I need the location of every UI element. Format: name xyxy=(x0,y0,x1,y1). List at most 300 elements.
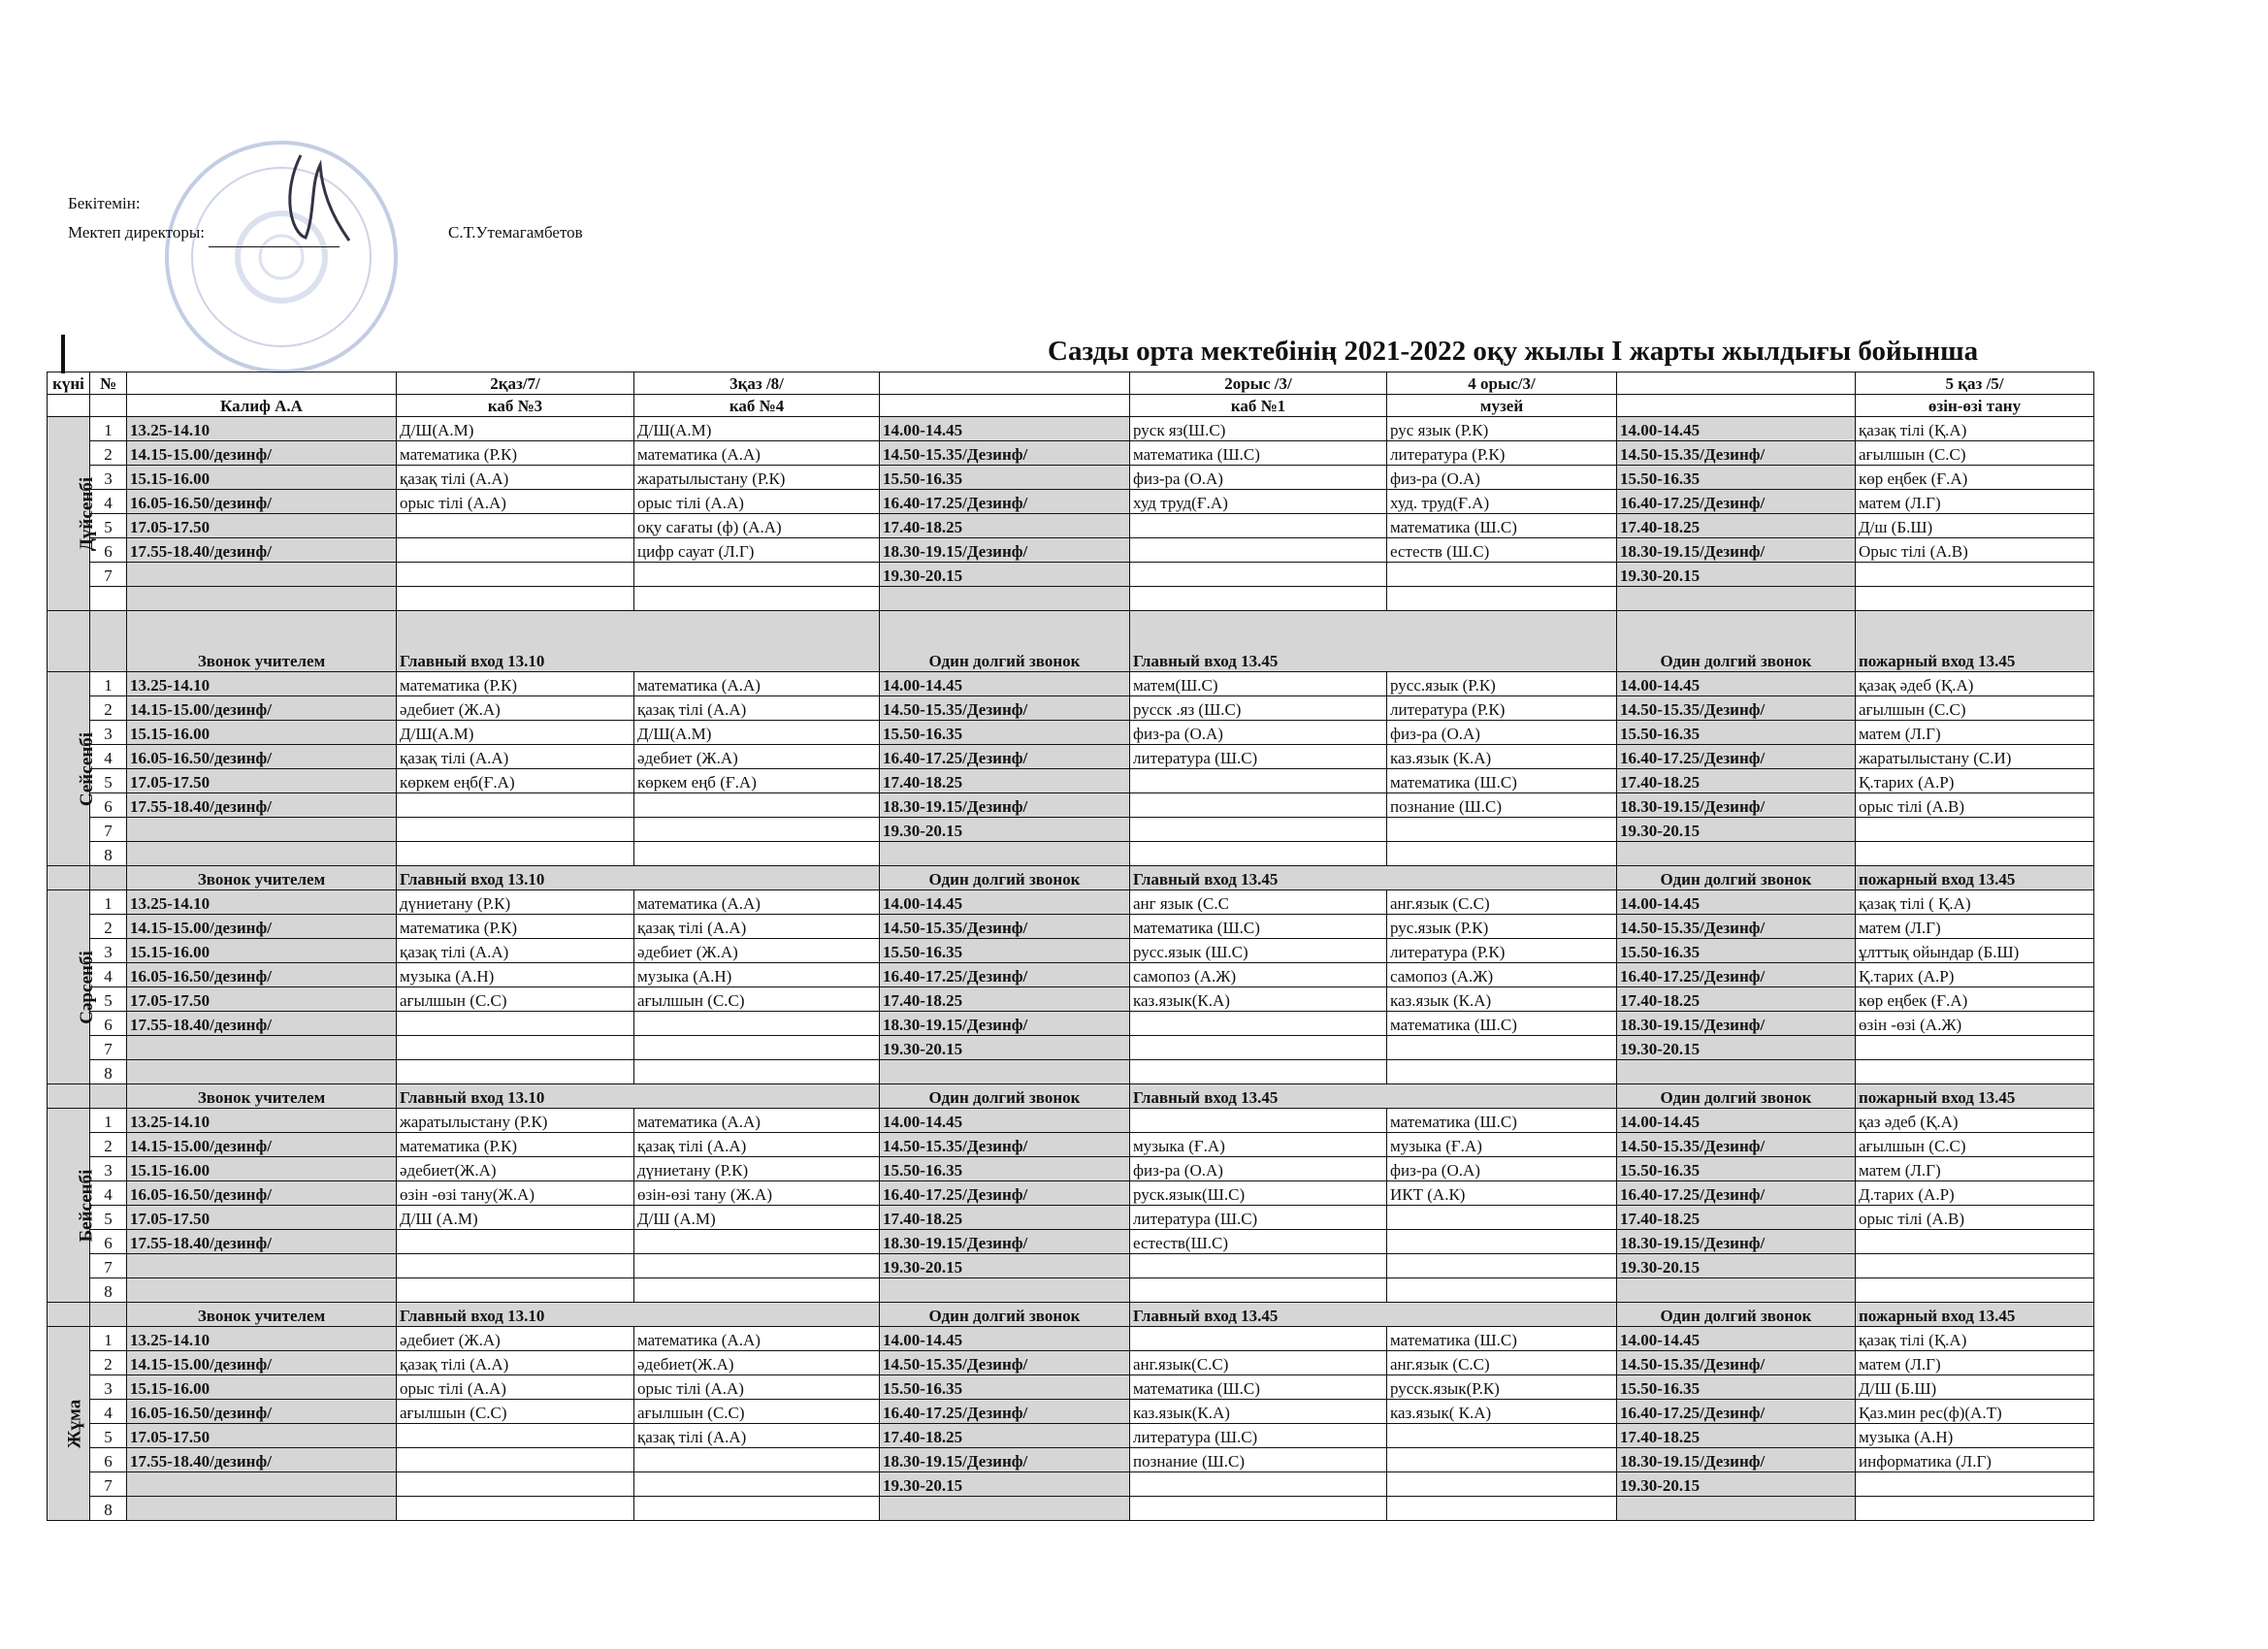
lesson-row xyxy=(48,1230,2094,1254)
day-name: Сәрсенбі xyxy=(76,950,97,1024)
fire-entrance-label: пожарный вход 13.45 xyxy=(1856,866,2094,890)
subject-cell: руск.язык(Ш.С) xyxy=(1130,1181,1387,1206)
lesson-number: 8 xyxy=(90,1060,127,1084)
lesson-time-3: 18.30-19.15/Дезинф/ xyxy=(1617,1012,1856,1036)
lesson-time: 17.55-18.40/дезинф/ xyxy=(127,1012,397,1036)
subject-cell: Қ.тарих (А.Р) xyxy=(1856,963,2094,987)
subject-cell xyxy=(1130,1012,1387,1036)
subject-cell: музыка (А.Н) xyxy=(397,963,634,987)
subject-cell xyxy=(634,1278,880,1303)
lesson-time-3 xyxy=(1617,1497,1856,1521)
lesson-number: 6 xyxy=(90,1448,127,1472)
lesson-time: 15.15-16.00 xyxy=(127,939,397,963)
director-name: С.Т.Утемагамбетов xyxy=(448,223,583,242)
lesson-row xyxy=(48,745,2094,769)
lesson-row xyxy=(48,939,2094,963)
separator-cell xyxy=(48,1303,90,1327)
subject-cell xyxy=(634,1060,880,1084)
lesson-time-2: 18.30-19.15/Дезинф/ xyxy=(880,1012,1130,1036)
subject-cell: самопоз (А.Ж) xyxy=(1387,963,1617,987)
lesson-row xyxy=(48,1181,2094,1206)
subject-cell: самопоз (А.Ж) xyxy=(1130,963,1387,987)
lesson-time-2: 14.50-15.35/Дезинф/ xyxy=(880,1351,1130,1375)
subject-cell xyxy=(1130,1109,1387,1133)
lesson-time-2 xyxy=(880,842,1130,866)
lesson-number: 6 xyxy=(90,1012,127,1036)
subject-cell xyxy=(634,793,880,818)
subject-cell: ағылшын (С.С) xyxy=(1856,441,2094,466)
lesson-number: 8 xyxy=(90,1497,127,1521)
lesson-row xyxy=(48,1133,2094,1157)
subject-cell xyxy=(634,1254,880,1278)
lesson-time: 13.25-14.10 xyxy=(127,890,397,915)
subject-cell xyxy=(634,842,880,866)
subject-cell xyxy=(1130,818,1387,842)
subject-cell xyxy=(1130,769,1387,793)
subject-cell: естеств (Ш.С) xyxy=(1387,538,1617,563)
separator-cell xyxy=(90,1303,127,1327)
day-name-cell xyxy=(48,417,98,611)
lesson-time-3: 19.30-20.15 xyxy=(1617,563,1856,587)
lesson-time-2: 19.30-20.15 xyxy=(880,1254,1130,1278)
subject-cell: худ. труд(Ғ.А) xyxy=(1387,490,1617,514)
subject-cell: физ-ра (О.А) xyxy=(1387,1157,1617,1181)
lesson-row xyxy=(48,1036,2094,1060)
subject-cell: рус.язык (Р.К) xyxy=(1387,915,1617,939)
subject-cell: орыс тілі (А.А) xyxy=(634,1375,880,1400)
subject-cell: анг.язык (С.С) xyxy=(1387,1351,1617,1375)
lesson-time xyxy=(127,1036,397,1060)
lesson-row xyxy=(48,466,2094,490)
lesson-row xyxy=(48,563,2094,587)
subject-cell: көркем еңб (Ғ.А) xyxy=(634,769,880,793)
subject-cell: математика (Ш.С) xyxy=(1130,915,1387,939)
lesson-row xyxy=(48,818,2094,842)
lesson-time-3: 14.00-14.45 xyxy=(1617,1327,1856,1351)
subject-cell: ағылшын (С.С) xyxy=(1856,696,2094,721)
lesson-time-2: 14.00-14.45 xyxy=(880,1327,1130,1351)
day-name-cell xyxy=(48,1327,90,1521)
signature-line xyxy=(209,229,340,247)
header-cell: каб №4 xyxy=(634,395,880,417)
lesson-time: 17.55-18.40/дезинф/ xyxy=(127,1230,397,1254)
teacher-bell-label: Звонок учителем xyxy=(127,611,397,672)
lesson-number: 2 xyxy=(90,696,127,721)
subject-cell: матем (Л.Г) xyxy=(1856,721,2094,745)
subject-cell: ағылшын (С.С) xyxy=(634,1400,880,1424)
fire-entrance-label: пожарный вход 13.45 xyxy=(1856,1084,2094,1109)
subject-cell: математика (А.А) xyxy=(634,890,880,915)
subject-cell: қазақ тілі (А.А) xyxy=(397,466,634,490)
lesson-time xyxy=(127,1278,397,1303)
subject-cell: Д/Ш(А.М) xyxy=(634,721,880,745)
lesson-time-3: 18.30-19.15/Дезинф/ xyxy=(1617,793,1856,818)
lesson-number: 3 xyxy=(90,939,127,963)
subject-cell xyxy=(1130,1472,1387,1497)
subject-cell: матем (Л.Г) xyxy=(1856,915,2094,939)
lesson-time-3: 18.30-19.15/Дезинф/ xyxy=(1617,538,1856,563)
lesson-time: 14.15-15.00/дезинф/ xyxy=(127,441,397,466)
day-name: Жұма xyxy=(64,1399,85,1448)
lesson-number: 3 xyxy=(90,721,127,745)
lesson-time: 16.05-16.50/дезинф/ xyxy=(127,1181,397,1206)
lesson-number: 5 xyxy=(90,1206,127,1230)
subject-cell xyxy=(1856,1036,2094,1060)
lesson-time-3: 16.40-17.25/Дезинф/ xyxy=(1617,1181,1856,1206)
subject-cell xyxy=(1130,1327,1387,1351)
subject-cell xyxy=(1387,1448,1617,1472)
subject-cell xyxy=(634,1230,880,1254)
subject-cell: қазақ тілі (Қ.А) xyxy=(1856,1327,2094,1351)
lesson-row xyxy=(48,1472,2094,1497)
lesson-number: 3 xyxy=(90,1375,127,1400)
subject-cell: информатика (Л.Г) xyxy=(1856,1448,2094,1472)
separator-cell xyxy=(90,1084,127,1109)
main-entrance-label: Главный вход 13.10 xyxy=(397,866,880,890)
subject-cell xyxy=(1387,1206,1617,1230)
subject-cell: әдебиет(Ж.А) xyxy=(397,1157,634,1181)
subject-cell xyxy=(1856,1230,2094,1254)
subject-cell xyxy=(1130,1497,1387,1521)
lesson-time-2: 16.40-17.25/Дезинф/ xyxy=(880,745,1130,769)
lesson-row xyxy=(48,963,2094,987)
lesson-time-2: 14.50-15.35/Дезинф/ xyxy=(880,915,1130,939)
lesson-time-3: 18.30-19.15/Дезинф/ xyxy=(1617,1448,1856,1472)
subject-cell: әдебиет(Ж.А) xyxy=(634,1351,880,1375)
subject-cell xyxy=(1387,563,1617,587)
lesson-row xyxy=(48,1424,2094,1448)
header-row xyxy=(48,395,2094,417)
long-bell-label: Один долгий звонок xyxy=(880,866,1130,890)
subject-cell: қазақ тілі (А.А) xyxy=(397,745,634,769)
subject-cell: өзін-өзі тану (Ж.А) xyxy=(634,1181,880,1206)
subject-cell: русск.язык(Р.К) xyxy=(1387,1375,1617,1400)
subject-cell xyxy=(634,1036,880,1060)
subject-cell: қазақ тілі (А.А) xyxy=(397,1351,634,1375)
subject-cell: анг.язык (С.С) xyxy=(1387,890,1617,915)
lesson-row xyxy=(48,721,2094,745)
lesson-number: 1 xyxy=(90,672,127,696)
lesson-time: 17.05-17.50 xyxy=(127,1206,397,1230)
lesson-time: 17.55-18.40/дезинф/ xyxy=(127,1448,397,1472)
subject-cell xyxy=(634,563,880,587)
subject-cell: қазақ тілі (А.А) xyxy=(634,915,880,939)
lesson-time: 16.05-16.50/дезинф/ xyxy=(127,490,397,514)
subject-cell: физ-ра (О.А) xyxy=(1130,1157,1387,1181)
lesson-time-2 xyxy=(880,1060,1130,1084)
lesson-time-2: 18.30-19.15/Дезинф/ xyxy=(880,538,1130,563)
subject-cell: музыка (А.Н) xyxy=(1856,1424,2094,1448)
lesson-number: 7 xyxy=(90,818,127,842)
header-cell: каб №1 xyxy=(1130,395,1387,417)
lesson-time: 16.05-16.50/дезинф/ xyxy=(127,963,397,987)
lesson-number: 6 xyxy=(90,1230,127,1254)
blank-cell xyxy=(1130,587,1387,611)
subject-cell xyxy=(397,1012,634,1036)
lesson-time xyxy=(127,1060,397,1084)
subject-cell: әдебиет (Ж.А) xyxy=(397,1327,634,1351)
subject-cell xyxy=(1856,1278,2094,1303)
subject-cell: әдебиет (Ж.А) xyxy=(634,939,880,963)
main-entrance-label-2: Главный вход 13.45 xyxy=(1130,1303,1617,1327)
lesson-row xyxy=(48,987,2094,1012)
subject-cell: Д/Ш (А.М) xyxy=(634,1206,880,1230)
separator-cell xyxy=(48,1084,90,1109)
subject-cell: Д.тарих (А.Р) xyxy=(1856,1181,2094,1206)
lesson-row xyxy=(48,441,2094,466)
subject-cell xyxy=(1856,842,2094,866)
lesson-time-3: 17.40-18.25 xyxy=(1617,987,1856,1012)
long-bell-label: Один долгий звонок xyxy=(880,611,1130,672)
subject-cell: математика (Ш.С) xyxy=(1130,441,1387,466)
subject-cell: матем (Л.Г) xyxy=(1856,1157,2094,1181)
lesson-time-2: 17.40-18.25 xyxy=(880,987,1130,1012)
lesson-number: 1 xyxy=(90,890,127,915)
lesson-time: 13.25-14.10 xyxy=(127,1327,397,1351)
lesson-number: 2 xyxy=(90,441,127,466)
subject-cell: өзін -өзі тану(Ж.А) xyxy=(397,1181,634,1206)
lesson-time-3: 16.40-17.25/Дезинф/ xyxy=(1617,745,1856,769)
lesson-time-2: 15.50-16.35 xyxy=(880,939,1130,963)
lesson-time-2 xyxy=(880,1497,1130,1521)
subject-cell: математика (А.А) xyxy=(634,1327,880,1351)
header-cell: № xyxy=(90,372,127,395)
day-name: Бейсенбі xyxy=(76,1169,97,1242)
subject-cell xyxy=(1387,818,1617,842)
teacher-bell-label: Звонок учителем xyxy=(127,866,397,890)
lesson-row xyxy=(48,538,2094,563)
header-cell: каб №3 xyxy=(397,395,634,417)
lesson-time-3: 17.40-18.25 xyxy=(1617,1424,1856,1448)
lesson-time-2: 15.50-16.35 xyxy=(880,466,1130,490)
subject-cell: каз.язык(К.А) xyxy=(1130,987,1387,1012)
long-bell-label: Один долгий звонок xyxy=(880,1084,1130,1109)
lesson-time: 17.55-18.40/дезинф/ xyxy=(127,538,397,563)
subject-cell: математика (Ш.С) xyxy=(1387,1012,1617,1036)
lesson-time: 13.25-14.10 xyxy=(127,672,397,696)
lesson-time-3: 18.30-19.15/Дезинф/ xyxy=(1617,1230,1856,1254)
lesson-time-3: 14.00-14.45 xyxy=(1617,417,1856,441)
director-label: Мектеп директоры: xyxy=(68,223,205,242)
subject-cell: қазақ тілі (А.А) xyxy=(634,696,880,721)
lesson-time-2: 19.30-20.15 xyxy=(880,818,1130,842)
lesson-time-3: 19.30-20.15 xyxy=(1617,1036,1856,1060)
lesson-time-3: 15.50-16.35 xyxy=(1617,1375,1856,1400)
lesson-row xyxy=(48,793,2094,818)
bell-separator-row xyxy=(48,1303,2094,1327)
lesson-time-3: 15.50-16.35 xyxy=(1617,1157,1856,1181)
subject-cell: Д/ш (Б.Ш) xyxy=(1856,514,2094,538)
lesson-time-2: 14.00-14.45 xyxy=(880,417,1130,441)
lesson-row xyxy=(48,1254,2094,1278)
subject-cell xyxy=(397,538,634,563)
subject-cell: каз.язык (К.А) xyxy=(1387,987,1617,1012)
subject-cell: физ-ра (О.А) xyxy=(1387,721,1617,745)
header-cell xyxy=(127,372,397,395)
lesson-row xyxy=(48,842,2094,866)
subject-cell xyxy=(1856,1060,2094,1084)
lesson-time-2: 14.00-14.45 xyxy=(880,890,1130,915)
lesson-row xyxy=(48,514,2094,538)
lesson-time: 14.15-15.00/дезинф/ xyxy=(127,1133,397,1157)
lesson-time-2: 14.00-14.45 xyxy=(880,1109,1130,1133)
lesson-time-2: 16.40-17.25/Дезинф/ xyxy=(880,490,1130,514)
lesson-time-2: 15.50-16.35 xyxy=(880,721,1130,745)
subject-cell: литература (Ш.С) xyxy=(1130,745,1387,769)
header-cell xyxy=(880,395,1130,417)
fire-entrance-label: пожарный вход 13.45 xyxy=(1856,1303,2094,1327)
lesson-time-3: 14.00-14.45 xyxy=(1617,1109,1856,1133)
blank-cell xyxy=(1387,587,1617,611)
lesson-time-2 xyxy=(880,1278,1130,1303)
subject-cell: каз.язык(К.А) xyxy=(1130,1400,1387,1424)
subject-cell: Д/Ш(А.М) xyxy=(397,417,634,441)
lesson-number: 3 xyxy=(90,466,127,490)
subject-cell: естеств(Ш.С) xyxy=(1130,1230,1387,1254)
lesson-time: 14.15-15.00/дезинф/ xyxy=(127,696,397,721)
subject-cell: Қ.тарих (А.Р) xyxy=(1856,769,2094,793)
lesson-time xyxy=(127,818,397,842)
subject-cell: литература (Ш.С) xyxy=(1130,1206,1387,1230)
lesson-row xyxy=(48,1012,2094,1036)
lesson-time xyxy=(127,842,397,866)
lesson-time-3: 15.50-16.35 xyxy=(1617,466,1856,490)
teacher-bell-label: Звонок учителем xyxy=(127,1303,397,1327)
subject-cell xyxy=(1856,563,2094,587)
subject-cell: каз.язык (К.А) xyxy=(1387,745,1617,769)
lesson-number: 7 xyxy=(90,1036,127,1060)
lesson-number: 5 xyxy=(90,769,127,793)
bell-separator-row xyxy=(48,866,2094,890)
long-bell-label-2: Один долгий звонок xyxy=(1617,611,1856,672)
fire-entrance-label: пожарный вход 13.45 xyxy=(1856,611,2094,672)
lesson-number: 4 xyxy=(90,1400,127,1424)
teacher-bell-label: Звонок учителем xyxy=(127,1084,397,1109)
blank-cell xyxy=(1856,587,2094,611)
lesson-time-2: 14.00-14.45 xyxy=(880,672,1130,696)
lesson-number: 4 xyxy=(90,745,127,769)
subject-cell: орыс тілі (А.В) xyxy=(1856,793,2094,818)
subject-cell xyxy=(1856,1472,2094,1497)
subject-cell: өзін -өзі (А.Ж) xyxy=(1856,1012,2094,1036)
main-entrance-label: Главный вход 13.10 xyxy=(397,1303,880,1327)
subject-cell: математика (Ш.С) xyxy=(1387,514,1617,538)
subject-cell: Қаз.мин рес(ф)(А.Т) xyxy=(1856,1400,2094,1424)
subject-cell xyxy=(1387,1060,1617,1084)
lesson-time-3: 15.50-16.35 xyxy=(1617,939,1856,963)
subject-cell: Д/Ш(А.М) xyxy=(397,721,634,745)
subject-cell: математика (Ш.С) xyxy=(1387,769,1617,793)
lesson-row xyxy=(48,1157,2094,1181)
lesson-number: 6 xyxy=(90,538,127,563)
subject-cell: математика (Р.К) xyxy=(397,1133,634,1157)
lesson-time-3 xyxy=(1617,842,1856,866)
subject-cell: цифр сауат (Л.Г) xyxy=(634,538,880,563)
subject-cell xyxy=(634,1472,880,1497)
main-entrance-label: Главный вход 13.10 xyxy=(397,611,880,672)
subject-cell xyxy=(1130,538,1387,563)
lesson-time-3: 15.50-16.35 xyxy=(1617,721,1856,745)
lesson-time-3: 14.50-15.35/Дезинф/ xyxy=(1617,696,1856,721)
subject-cell: руск яз(Ш.С) xyxy=(1130,417,1387,441)
lesson-time-3: 16.40-17.25/Дезинф/ xyxy=(1617,1400,1856,1424)
subject-cell: қазақ тілі (А.А) xyxy=(397,939,634,963)
lesson-time: 15.15-16.00 xyxy=(127,721,397,745)
subject-cell xyxy=(397,563,634,587)
lesson-time: 17.05-17.50 xyxy=(127,514,397,538)
main-entrance-label-2: Главный вход 13.45 xyxy=(1130,866,1617,890)
subject-cell xyxy=(1387,1472,1617,1497)
subject-cell: орыс тілі (А.А) xyxy=(397,490,634,514)
lesson-row xyxy=(48,696,2094,721)
subject-cell xyxy=(1130,514,1387,538)
lesson-time: 13.25-14.10 xyxy=(127,417,397,441)
subject-cell: Орыс тілі (А.В) xyxy=(1856,538,2094,563)
subject-cell: әдебиет (Ж.А) xyxy=(397,696,634,721)
lesson-row xyxy=(48,490,2094,514)
header-cell: 5 қаз /5/ xyxy=(1856,372,2094,395)
subject-cell: көр еңбек (Ғ.А) xyxy=(1856,466,2094,490)
subject-cell: литература (Р.К) xyxy=(1387,441,1617,466)
lesson-number: 5 xyxy=(90,987,127,1012)
subject-cell: анг.язык(С.С) xyxy=(1130,1351,1387,1375)
lesson-time: 16.05-16.50/дезинф/ xyxy=(127,745,397,769)
lesson-number: 4 xyxy=(90,490,127,514)
lesson-row xyxy=(48,1206,2094,1230)
lesson-time-3: 16.40-17.25/Дезинф/ xyxy=(1617,963,1856,987)
subject-cell: орыс тілі (А.В) xyxy=(1856,1206,2094,1230)
lesson-time-3: 14.00-14.45 xyxy=(1617,672,1856,696)
subject-cell: жаратылыстану (С.И) xyxy=(1856,745,2094,769)
subject-cell: Д/Ш(А.М) xyxy=(634,417,880,441)
lesson-time-3: 19.30-20.15 xyxy=(1617,818,1856,842)
subject-cell: музыка (Ғ.А) xyxy=(1130,1133,1387,1157)
subject-cell xyxy=(397,1497,634,1521)
subject-cell xyxy=(1130,563,1387,587)
subject-cell xyxy=(1856,818,2094,842)
main-entrance-label-2: Главный вход 13.45 xyxy=(1130,611,1617,672)
lesson-time-3: 14.50-15.35/Дезинф/ xyxy=(1617,1351,1856,1375)
subject-cell xyxy=(1130,1254,1387,1278)
subject-cell xyxy=(397,1448,634,1472)
blank-cell xyxy=(397,587,634,611)
lesson-time-2: 15.50-16.35 xyxy=(880,1157,1130,1181)
lesson-time-2: 17.40-18.25 xyxy=(880,514,1130,538)
lesson-time xyxy=(127,563,397,587)
separator-cell xyxy=(48,866,90,890)
subject-cell: орыс тілі (А.А) xyxy=(634,490,880,514)
lesson-time-2: 19.30-20.15 xyxy=(880,563,1130,587)
day-name: Сейсенбі xyxy=(77,731,98,806)
subject-cell: русск .яз (Ш.С) xyxy=(1130,696,1387,721)
header-cell: 2қаз/7/ xyxy=(397,372,634,395)
blank-cell xyxy=(90,587,127,611)
day-name-cell xyxy=(48,672,98,866)
header-cell: 3қаз /8/ xyxy=(634,372,880,395)
lesson-time-3: 14.50-15.35/Дезинф/ xyxy=(1617,1133,1856,1157)
subject-cell xyxy=(397,818,634,842)
header-cell: күні xyxy=(48,372,90,395)
subject-cell: матем (Л.Г) xyxy=(1856,1351,2094,1375)
subject-cell xyxy=(1387,842,1617,866)
subject-cell: қазақ тілі ( Қ.А) xyxy=(1856,890,2094,915)
subject-cell: каз.язык( К.А) xyxy=(1387,1400,1617,1424)
header-cell xyxy=(880,372,1130,395)
schedule-table xyxy=(47,372,2094,1521)
subject-cell: қазақ тілі (А.А) xyxy=(634,1133,880,1157)
subject-cell: русс.язык (Р.К) xyxy=(1387,672,1617,696)
page-title: Сазды орта мектебінің 2021-2022 оқу жылы І жарты жылдығы бойынша xyxy=(1048,336,1979,367)
